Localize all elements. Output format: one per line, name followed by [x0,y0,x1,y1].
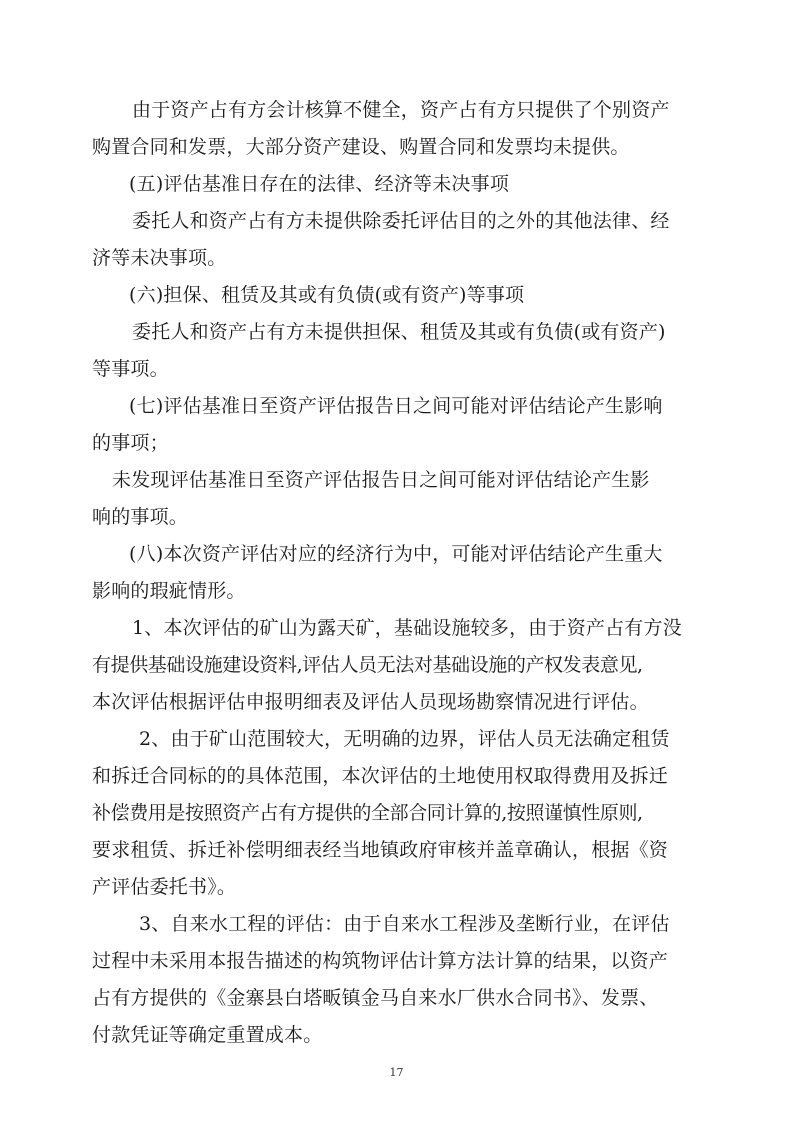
text-line: 要求租赁、拆迁补偿明细表经当地镇政府审核并盖章确认，根据《资 [92,839,669,861]
text-line: 委托人和资产占有方未提供除委托评估目的之外的其他法律、经 [132,210,670,232]
text-line: 占有方提供的《金寨县白塔畈镇金马自来水厂供水合同书》、发票、 [92,987,659,1009]
text-line: 委托人和资产占有方未提供担保、租赁及其或有负债(或有资产) [132,321,666,343]
text-line: 等事项。 [92,358,169,380]
text-line: 购置合同和发票，大部分资产建设、购置合同和发票均未提供。 [92,136,630,158]
text-line: 本次评估根据评估申报明细表及评估人员现场勘察情况进行评估。 [92,691,649,713]
text-line: 1、本次评估的矿山为露天矿，基础设施较多，由于资产占有方没 [132,617,682,639]
text-line: 未发现评估基准日至资产评估报告日之间可能对评估结论产生影 [112,469,650,491]
page-number: 17 [389,1066,404,1079]
section-heading: (八)本次资产评估对应的经济行为中，可能对评估结论产生重大 [129,543,663,565]
text-line: 有提供基础设施建设资料,评估人员无法对基础设施的产权发表意见, [92,654,643,676]
section-heading: (六)担保、租赁及其或有负债(或有资产)等事项 [129,284,525,306]
text-line: 补偿费用是按照资产占有方提供的全部合同计算的,按照谨慎性原则, [92,802,643,824]
text-line: 济等未决事项。 [92,247,227,269]
text-line: 产评估委托书》。 [92,876,237,898]
text-line: 过程中未采用本报告描述的构筑物评估计算方法计算的结果，以资产 [92,950,669,972]
text-line: 响的事项。 [92,506,189,528]
text-line: 3、自来水工程的评估：由于自来水工程涉及垄断行业，在评估 [139,913,670,935]
text-line: 影响的瑕疵情形。 [92,580,246,602]
text-line: 和拆迁合同标的的具体范围，本次评估的土地使用权取得费用及拆迁 [92,765,669,787]
text-line: 的事项； [92,432,169,454]
text-line: 2、由于矿山范围较大，无明确的边界，评估人员无法确定租赁 [139,728,670,750]
section-heading: (七)评估基准日至资产评估报告日之间可能对评估结论产生影响 [129,395,663,417]
section-heading: (五)评估基准日存在的法律、经济等未决事项 [129,173,510,195]
text-line: 由于资产占有方会计核算不健全，资产占有方只提供了个别资产 [132,99,670,121]
text-line: 付款凭证等确定重置成本。 [92,1024,323,1046]
